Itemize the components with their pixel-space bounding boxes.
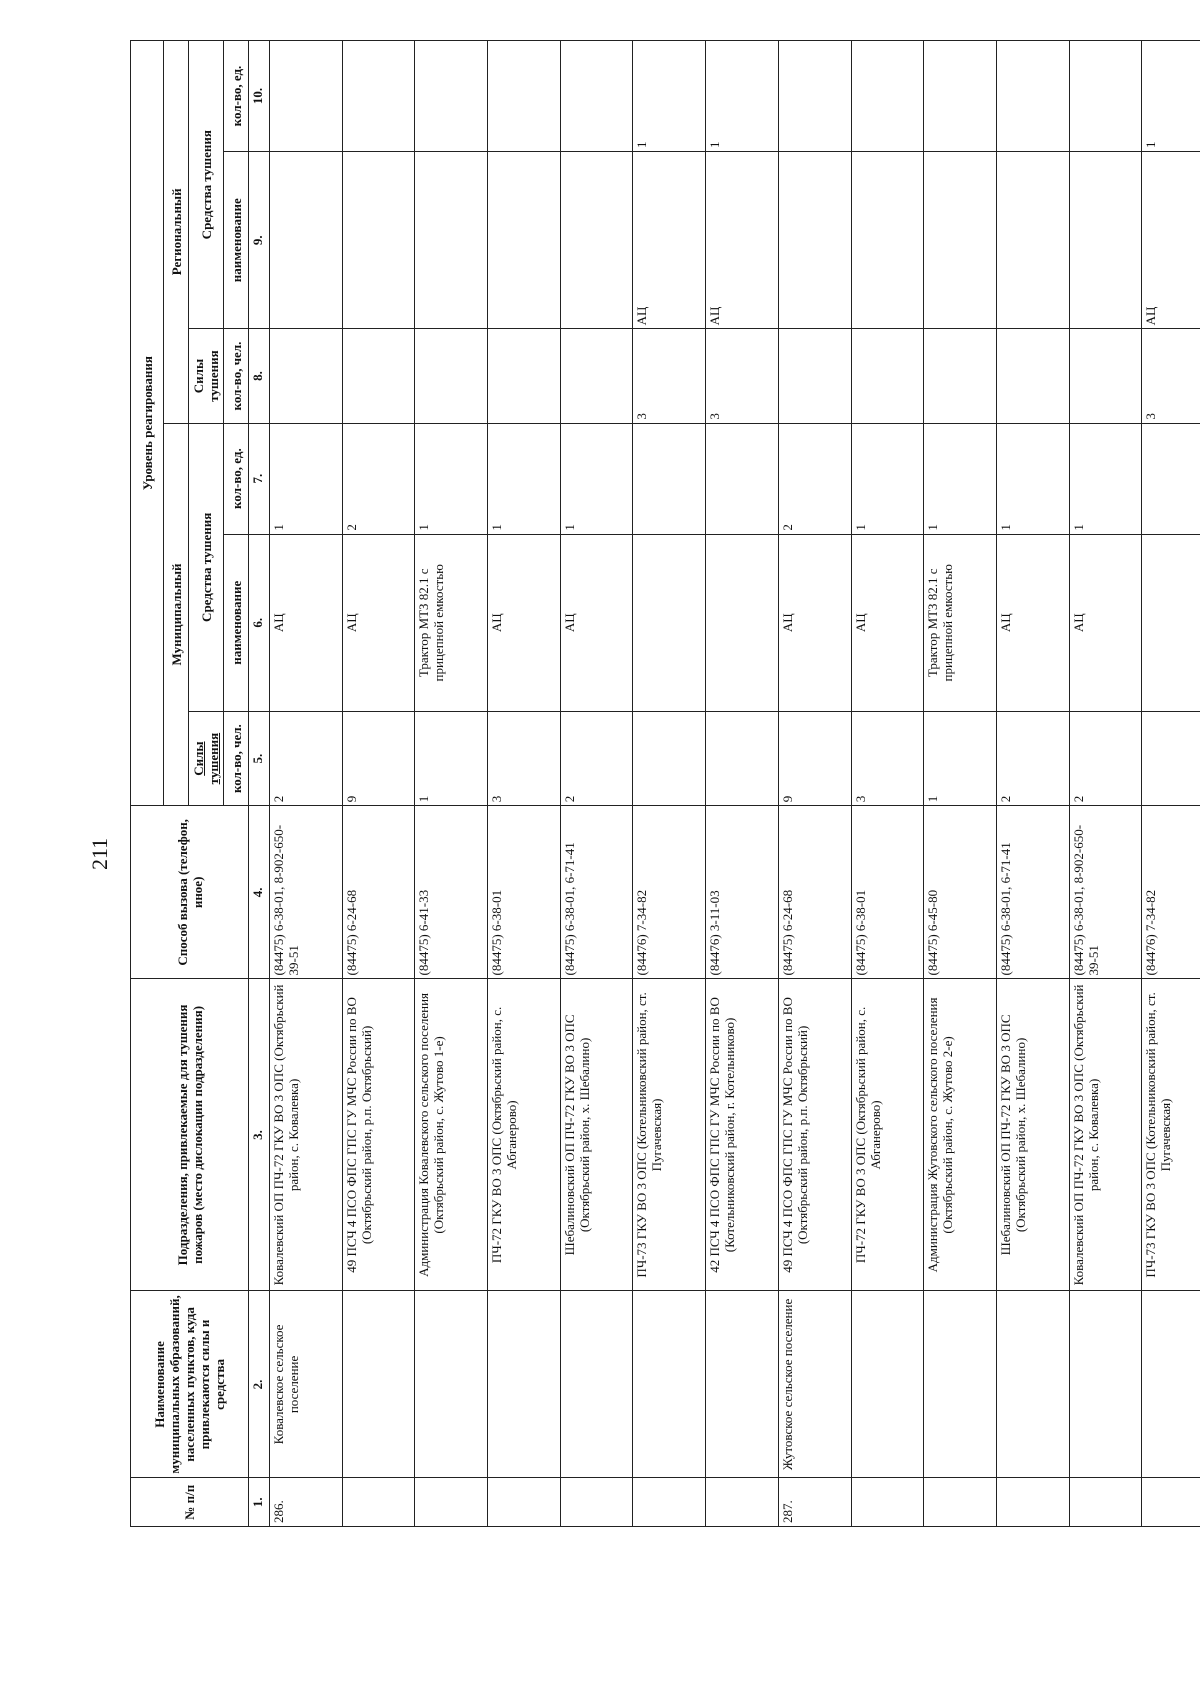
regional-forces-qty: [560, 329, 633, 423]
municipal-means-qty: 1: [488, 423, 561, 534]
municipal-means-name: [706, 534, 779, 711]
municipality-name: [996, 1291, 1069, 1478]
unit-name: Администрация Ковалевского сельского поселения (Октябрьский район, с. Жутово 1-е): [415, 979, 488, 1291]
header-municipal: Муниципальный: [164, 423, 189, 806]
regional-means-name: [851, 152, 924, 329]
regional-means-name: АЦ: [633, 152, 706, 329]
fire-response-table: [130, 40, 1200, 1527]
regional-means-qty: [560, 41, 633, 152]
municipal-means-name: АЦ: [851, 534, 924, 711]
regional-means-name: [342, 152, 415, 329]
unit-name: Шебалиновский ОП ПЧ-72 ГКУ ВО 3 ОПС (Октябрьский район, х. Шебалино): [560, 979, 633, 1291]
municipal-means-qty: 1: [851, 423, 924, 534]
municipal-means-qty: 2: [342, 423, 415, 534]
column-number: 1.: [249, 1478, 270, 1527]
municipality-name: [1142, 1291, 1200, 1478]
municipal-forces-qty: [633, 711, 706, 805]
regional-means-qty: 1: [1142, 41, 1200, 152]
call-method: (84475) 6-24-68: [778, 806, 851, 979]
municipal-means-name: Трактор МТЗ 82.1 с прицепной емкостью: [924, 534, 997, 711]
column-number-row: [249, 41, 270, 1527]
municipal-means-qty: [1142, 423, 1200, 534]
municipal-forces-qty: 1: [415, 711, 488, 805]
regional-means-qty: 1: [706, 41, 779, 152]
header-forces-regional: Силы тушения: [189, 329, 224, 423]
municipality-name: [851, 1291, 924, 1478]
column-number: 2.: [249, 1291, 270, 1478]
regional-means-name: [270, 152, 343, 329]
municipal-means-qty: [633, 423, 706, 534]
municipal-means-name: АЦ: [342, 534, 415, 711]
regional-means-name: АЦ: [706, 152, 779, 329]
header-forces-municipal: Силы тушения: [189, 711, 224, 805]
regional-means-qty: 1: [633, 41, 706, 152]
municipality-name: Жутовское сельское поселение: [778, 1291, 851, 1478]
header-num: № п/п: [131, 1478, 249, 1527]
unit-name: 42 ПСЧ 4 ПСО ФПС ГПС ГУ МЧС России по ВО (Котельниковский район, г. Котельниково): [706, 979, 779, 1291]
municipality-name: [633, 1291, 706, 1478]
municipal-forces-qty: 3: [851, 711, 924, 805]
table-row: [1142, 41, 1200, 1527]
call-method: (84475) 6-38-01, 6-71-41: [996, 806, 1069, 979]
call-method: (84476) 3-11-03: [706, 806, 779, 979]
row-number: [924, 1478, 997, 1527]
table-row: [488, 41, 561, 1527]
municipal-means-qty: [706, 423, 779, 534]
municipal-forces-qty: 2: [270, 711, 343, 805]
regional-forces-qty: 3: [633, 329, 706, 423]
call-method: (84475) 6-24-68: [342, 806, 415, 979]
table-row: [924, 41, 997, 1527]
column-number: 10.: [249, 41, 270, 152]
municipality-name: [415, 1291, 488, 1478]
call-method: (84475) 6-38-01: [851, 806, 924, 979]
table-row: [633, 41, 706, 1527]
table-header: [131, 41, 270, 1527]
table-row: [415, 41, 488, 1527]
column-number: 7.: [249, 423, 270, 534]
row-number: [342, 1478, 415, 1527]
unit-name: ПЧ-73 ГКУ ВО 3 ОПС (Котельниковский район, ст. Пугачевская): [633, 979, 706, 1291]
municipal-means-qty: 1: [560, 423, 633, 534]
regional-means-name: [996, 152, 1069, 329]
municipality-name: [924, 1291, 997, 1478]
regional-forces-qty: [488, 329, 561, 423]
regional-means-name: [488, 152, 561, 329]
municipal-means-name: АЦ: [488, 534, 561, 711]
row-number: [851, 1478, 924, 1527]
regional-forces-qty: [270, 329, 343, 423]
header-response-level: Уровень реагирования: [131, 41, 164, 806]
call-method: (84476) 7-34-82: [1142, 806, 1200, 979]
municipality-name: [1069, 1291, 1142, 1478]
municipal-means-name: [633, 534, 706, 711]
header-means-regional: Средства тушения: [189, 41, 224, 329]
municipal-forces-qty: [1142, 711, 1200, 805]
regional-means-name: АЦ: [1142, 152, 1200, 329]
municipality-name: [706, 1291, 779, 1478]
municipal-forces-qty: 2: [996, 711, 1069, 805]
municipal-means-qty: 2: [778, 423, 851, 534]
regional-means-name: [415, 152, 488, 329]
column-number: 5.: [249, 711, 270, 805]
row-number: [415, 1478, 488, 1527]
regional-means-qty: [924, 41, 997, 152]
document-table-rotated: [130, 40, 1200, 1527]
row-number: 286.: [270, 1478, 343, 1527]
regional-means-qty: [270, 41, 343, 152]
municipal-means-qty: 1: [924, 423, 997, 534]
call-method: (84476) 7-34-82: [633, 806, 706, 979]
regional-means-qty: [851, 41, 924, 152]
header-regional: Региональный: [164, 41, 189, 424]
table-row: [851, 41, 924, 1527]
municipality-name: [342, 1291, 415, 1478]
row-number: [706, 1478, 779, 1527]
unit-name: Шебалиновский ОП ПЧ-72 ГКУ ВО 3 ОПС (Октябрьский район, х. Шебалино): [996, 979, 1069, 1291]
call-method: (84475) 6-45-80: [924, 806, 997, 979]
header-means-municipal: Средства тушения: [189, 423, 224, 711]
unit-name: 49 ПСЧ 4 ПСО ФПС ГПС ГУ МЧС России по ВО (Октябрьский район, р.п. Октябрьский): [778, 979, 851, 1291]
municipal-forces-qty: 2: [1069, 711, 1142, 805]
municipality-name: [488, 1291, 561, 1478]
regional-forces-qty: 3: [706, 329, 779, 423]
table-row: [706, 41, 779, 1527]
regional-forces-qty: [415, 329, 488, 423]
regional-forces-qty: [778, 329, 851, 423]
municipal-means-name: АЦ: [778, 534, 851, 711]
header-qty-people: кол-во, чел.: [224, 329, 249, 423]
column-number: 6.: [249, 534, 270, 711]
table-row: [996, 41, 1069, 1527]
regional-means-qty: [996, 41, 1069, 152]
municipal-means-qty: 1: [270, 423, 343, 534]
regional-means-qty: [488, 41, 561, 152]
municipal-means-qty: 1: [1069, 423, 1142, 534]
municipal-means-name: Трактор МТЗ 82.1 с прицепной емкостью: [415, 534, 488, 711]
regional-means-qty: [778, 41, 851, 152]
column-number: 9.: [249, 152, 270, 329]
unit-name: ПЧ-72 ГКУ ВО 3 ОПС (Октябрьский район, с. Абганерово): [851, 979, 924, 1291]
header-municipality: Наименование муниципальных образований, населенных пунктов, куда привлекаются силы и средства: [131, 1291, 249, 1478]
call-method: (84475) 6-38-01: [488, 806, 561, 979]
regional-forces-qty: 3: [1142, 329, 1200, 423]
unit-name: Администрация Жутовского сельского поселения (Октябрьский район, с. Жутово 2-е): [924, 979, 997, 1291]
header-qty-units: кол-во, ед.: [224, 423, 249, 534]
table-row: [778, 41, 851, 1527]
row-number: [488, 1478, 561, 1527]
call-method: (84475) 6-38-01, 8-902-650-39-51: [1069, 806, 1142, 979]
municipal-means-name: АЦ: [270, 534, 343, 711]
regional-forces-qty: [996, 329, 1069, 423]
header-qty-units: кол-во, ед.: [224, 41, 249, 152]
municipal-means-name: [1142, 534, 1200, 711]
regional-forces-qty: [342, 329, 415, 423]
regional-means-qty: [415, 41, 488, 152]
column-number: 8.: [249, 329, 270, 423]
unit-name: Ковалевский ОП ПЧ-72 ГКУ ВО 3 ОПС (Октябрьский район, с. Ковалевка): [1069, 979, 1142, 1291]
regional-means-name: [560, 152, 633, 329]
row-number: 287.: [778, 1478, 851, 1527]
table-row: [1069, 41, 1142, 1527]
row-number: [1142, 1478, 1200, 1527]
municipal-forces-qty: 9: [778, 711, 851, 805]
regional-means-name: [924, 152, 997, 329]
regional-means-qty: [342, 41, 415, 152]
municipal-forces-qty: 9: [342, 711, 415, 805]
municipal-means-name: АЦ: [1069, 534, 1142, 711]
municipal-forces-qty: [706, 711, 779, 805]
municipal-means-qty: 1: [996, 423, 1069, 534]
municipality-name: [560, 1291, 633, 1478]
call-method: (84475) 6-41-33: [415, 806, 488, 979]
column-number: 3.: [249, 979, 270, 1291]
table-row: [342, 41, 415, 1527]
column-number: 4.: [249, 806, 270, 979]
unit-name: ПЧ-73 ГКУ ВО 3 ОПС (Котельниковский район, ст. Пугачевская): [1142, 979, 1200, 1291]
unit-name: Ковалевский ОП ПЧ-72 ГКУ ВО 3 ОПС (Октябрьский район, с. Ковалевка): [270, 979, 343, 1291]
table-body: [270, 41, 1200, 1527]
row-number: [560, 1478, 633, 1527]
header-unit: Подразделения, привлекаемые для тушения пожаров (место дислокации подразделения): [131, 979, 249, 1291]
row-number: [996, 1478, 1069, 1527]
municipality-name: Ковалевское сельское поселение: [270, 1291, 343, 1478]
regional-forces-qty: [1069, 329, 1142, 423]
regional-forces-qty: [924, 329, 997, 423]
municipal-means-name: АЦ: [560, 534, 633, 711]
municipal-forces-qty: 3: [488, 711, 561, 805]
regional-forces-qty: [851, 329, 924, 423]
call-method: (84475) 6-38-01, 6-71-41: [560, 806, 633, 979]
header-call: Способ вызова (телефон, иное): [131, 806, 249, 979]
regional-means-name: [1069, 152, 1142, 329]
municipal-forces-qty: 2: [560, 711, 633, 805]
unit-name: 49 ПСЧ 4 ПСО ФПС ГПС ГУ МЧС России по ВО (Октябрьский район, р.п. Октябрьский): [342, 979, 415, 1291]
unit-name: ПЧ-72 ГКУ ВО 3 ОПС (Октябрьский район, с. Абганерово): [488, 979, 561, 1291]
page-number: 211: [87, 837, 112, 870]
regional-means-qty: [1069, 41, 1142, 152]
row-number: [1069, 1478, 1142, 1527]
header-name: наименование: [224, 534, 249, 711]
municipal-means-name: АЦ: [996, 534, 1069, 711]
table-row: [270, 41, 343, 1527]
table-row: [560, 41, 633, 1527]
municipal-means-qty: 1: [415, 423, 488, 534]
call-method: (84475) 6-38-01, 8-902-650-39-51: [270, 806, 343, 979]
municipal-forces-qty: 1: [924, 711, 997, 805]
header-qty-people: кол-во, чел.: [224, 711, 249, 805]
regional-means-name: [778, 152, 851, 329]
header-name: наименование: [224, 152, 249, 329]
row-number: [633, 1478, 706, 1527]
